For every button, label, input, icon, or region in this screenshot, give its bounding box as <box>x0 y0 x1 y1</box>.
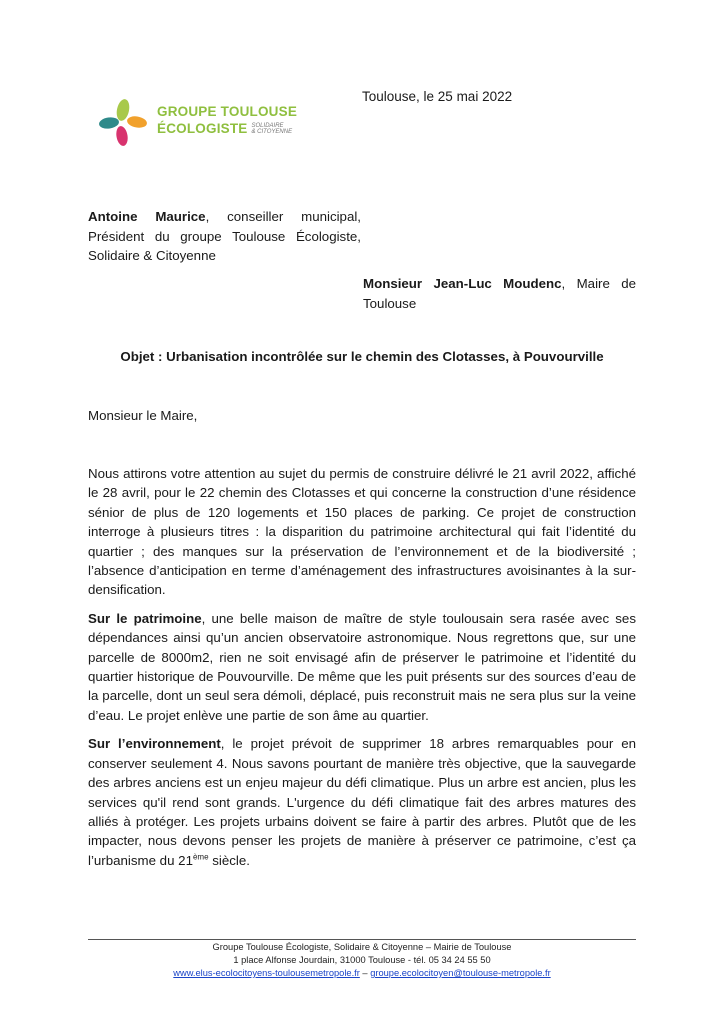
footer-links <box>88 967 636 980</box>
sender-role: , conseiller municipal, <box>205 209 361 224</box>
paragraph-intro: Nous attirons votre attention au sujet du permis de construire délivré le 21 avril 2022, affiché le 28 avril, pour le 22 chemin des Clotasses et qui concerne la construction d’une résidence sénior de plus de 120 logements et 150 places de parking. Ce projet de construction interroge à plusieurs titres : la disparition du patrimoine architectural qui fait l’identité du quartier ; des manques sur la préservation de l’environnement et de la biodiversité ; l’absence d’anticipation en terme d’aménagement des infrastructures avoisinantes à la sur-densification. <box>88 466 636 598</box>
recipient-role: , Maire de <box>561 276 636 291</box>
website-link[interactable]: www.elus-ecolocitoyens-toulousemetropole.fr <box>173 968 360 978</box>
logo-sub1: SOLIDAIRE <box>251 122 284 129</box>
logo-line2: ÉCOLOGISTE <box>157 121 248 136</box>
paragraph-patrimoine-lead: Sur le patrimoine <box>88 610 202 626</box>
logo-subtitle <box>252 123 293 136</box>
footer-divider <box>88 939 636 940</box>
superscript-eme: ème <box>192 852 209 862</box>
email-link[interactable]: groupe.ecolocitoyen@toulouse-metropole.fr <box>370 968 551 978</box>
footer-separator: – <box>359 968 371 978</box>
paragraph-patrimoine-text: , une belle maison de maître de style toulousain sera rasée avec ses dépendances ainsi qu’un ancien observatoire astronomique. Nous regrettons que, sur une parcelle de 8000m2, rien ne soit envisagé afin de préserver le patrimoine et l’identité du quartier historique de Pouvourville. De même que les puit présents sur des sources d’eau de la parcelle, dont un seul sera démoli, déplacé, puis reconstruit mais ne sera plus sur la veine d’eau. Le projet enlève une partie de son âme au quartier. <box>88 610 636 723</box>
recipient-name: Monsieur Jean-Luc Moudenc <box>363 276 562 291</box>
sender-block <box>88 207 361 266</box>
logo-sub2: & CITOYENNE <box>251 129 293 135</box>
paragraph-environnement-text: , le projet prévoit de supprimer 18 arbres remarquables pour en conserver seulement 4. Nous savons pourtant de manière très objective, que la sauvegarde des arbres anciens est un enjeu majeur du défi climatique. Plus un arbre est ancien, plus les services qu'il rend sont grands. L'urgence du défi climatique fait des arbres matures des alliés à protéger. Les projets urbains doivent se faire à partir des arbres. Plutôt que de les impacter, nous devons penser les projets de manière à préserver ce patrimoine, c’est ça l’urbanisme du 21 <box>88 736 637 868</box>
paragraph-environnement <box>88 734 636 870</box>
letter-subject: Objet : Urbanisation incontrôlée sur le chemin des Clotasses, à Pouvourville <box>120 349 604 364</box>
logo-line1: GROUPE TOULOUSE <box>157 104 298 119</box>
paragraph-patrimoine <box>88 609 636 725</box>
group-logo <box>97 97 307 149</box>
letter-body <box>88 464 636 879</box>
paragraph-environnement-lead: Sur l’environnement <box>88 736 221 752</box>
salutation: Monsieur le Maire, <box>88 408 198 423</box>
footer-line1: Groupe Toulouse Écologiste, Solidaire & Citoyenne – Mairie de Toulouse <box>212 942 512 952</box>
recipient-block <box>363 274 636 313</box>
letter-date: Toulouse, le 25 mai 2022 <box>362 89 513 104</box>
sender-line2: Président du groupe Toulouse Écologiste, <box>88 228 361 244</box>
recipient-line2: Toulouse <box>363 295 417 311</box>
sender-name: Antoine Maurice <box>88 209 206 224</box>
sender-line3: Solidaire & Citoyenne <box>88 248 216 263</box>
footer-line2: 1 place Alfonse Jourdain, 31000 Toulouse - tél. 05 34 24 55 50 <box>233 955 491 965</box>
footer <box>88 941 636 980</box>
paragraph-environnement-end: siècle. <box>208 852 250 868</box>
flower-logo-icon <box>97 97 153 149</box>
